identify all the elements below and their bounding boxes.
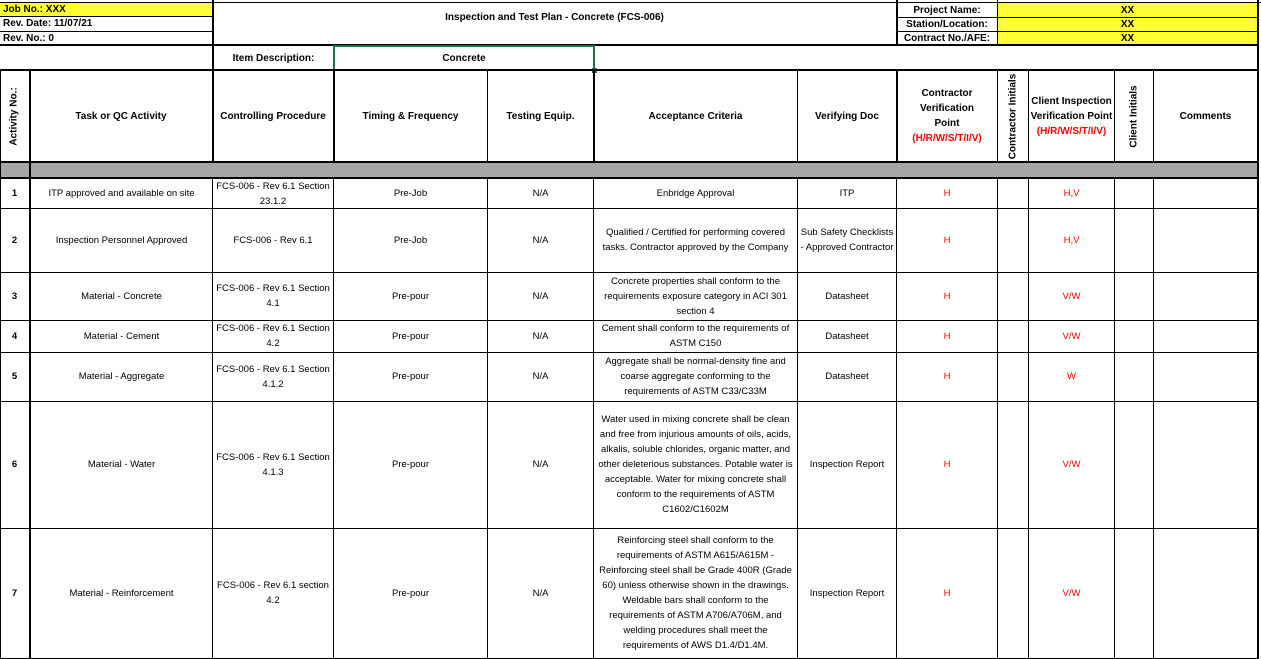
cell-testing-equip: N/A: [532, 188, 549, 199]
col-criteria: Acceptance Criteria: [648, 110, 743, 122]
col-equip: Testing Equip.: [506, 110, 575, 122]
cell-activity-no: 2: [11, 234, 18, 246]
cell-comments[interactable]: [1154, 352, 1257, 401]
cell-comments[interactable]: [1154, 528, 1257, 658]
cell-testing-equip: N/A: [532, 459, 549, 470]
rev-date: Rev. Date: 11/07/21: [3, 18, 93, 29]
cell-client-vp: V/W: [1062, 290, 1081, 302]
col-client-initials-label: Client Initials: [1128, 84, 1140, 148]
cell-client-initials[interactable]: [1115, 528, 1153, 658]
cell-client-vp: H,V: [1063, 188, 1080, 199]
cell-client-vp: V/W: [1062, 587, 1081, 599]
cell-verifying-doc: Sub Safety Checklists - Approved Contractor: [800, 227, 894, 253]
col-activity-no-label: Activity No.:: [9, 86, 20, 146]
col-contractor-vp-codes: (H/R/W/S/T/I/V): [912, 133, 982, 144]
cell-contractor-vp: H: [943, 290, 951, 302]
cell-verifying-doc: Datasheet: [825, 290, 869, 302]
cell-procedure: FCS-006 - Rev 6.1 Section 4.1: [216, 283, 330, 309]
contract-label: Contract No./AFE:: [903, 32, 991, 44]
cell-acceptance-criteria: Aggregate shall be normal-density fine and coarse aggregate conforming to the requirements of ASTM C33/C33M: [605, 356, 786, 397]
document-title: Inspection and Test Plan - Concrete (FCS-006): [445, 11, 664, 23]
cell-client-vp: V/W: [1062, 459, 1081, 470]
cell-task: Inspection Personnel Approved: [55, 234, 188, 246]
col-activity-no: [0, 71, 29, 161]
cell-timing: Pre-pour: [392, 330, 429, 342]
cell-timing: Pre-pour: [392, 290, 429, 302]
cell-contractor-initials[interactable]: [998, 320, 1028, 352]
cell-client-initials[interactable]: [1115, 320, 1153, 352]
col-contractor-vp: [897, 71, 997, 161]
cell-acceptance-criteria: Cement shall conform to the requirements of ASTM C150: [601, 323, 790, 349]
cell-contractor-initials[interactable]: [998, 528, 1028, 658]
col-task: Task or QC Activity: [75, 110, 167, 122]
cell-procedure: FCS-006 - Rev 6.1: [233, 234, 313, 246]
cell-activity-no: 3: [11, 290, 18, 302]
cell-contractor-vp: H: [943, 330, 951, 342]
cell-acceptance-criteria: Qualified / Certified for performing covered tasks. Contractor approved by the Company: [602, 227, 789, 253]
cell-contractor-initials[interactable]: [998, 179, 1028, 208]
cell-activity-no: 7: [11, 587, 18, 599]
col-contractor-initials-label: Contractor Initials: [1007, 73, 1019, 159]
cell-verifying-doc: Datasheet: [825, 371, 869, 382]
cell-acceptance-criteria: Concrete properties shall conform to the requirements exposure category in ACI 301 section 4: [604, 275, 787, 317]
job-no: Job No.: XXX: [3, 4, 66, 15]
cell-acceptance-criteria: Water used in mixing concrete shall be clean and free from injurious amounts of oils, acids, alkalis, soluble chlorides, organic matter, and other deleterious substances. Potable water is acceptable. Water for mixing concrete shall conform to the requirements of ASTM C1602/C1602M: [598, 414, 793, 515]
cell-contractor-initials[interactable]: [998, 272, 1028, 320]
cell-contractor-vp: H: [943, 459, 951, 470]
cell-procedure: FCS-006 - Rev 6.1 Section 23.1.2: [216, 180, 330, 207]
item-description-label: Item Description:: [232, 52, 315, 64]
cell-procedure: FCS-006 - Rev 6.1 Section 4.1.2: [216, 363, 330, 390]
cell-testing-equip: N/A: [532, 234, 549, 246]
col-procedure: Controlling Procedure: [220, 110, 326, 122]
cell-task: Material - Cement: [83, 330, 160, 342]
cell-activity-no: 4: [11, 330, 18, 342]
cell-procedure: FCS-006 - Rev 6.1 section 4.2: [217, 580, 329, 606]
cell-task: Material - Concrete: [81, 290, 162, 302]
cell-activity-no: 6: [11, 459, 18, 470]
col-client-initials: [1115, 71, 1153, 161]
cell-timing: Pre-Job: [393, 234, 428, 246]
cell-client-initials[interactable]: [1115, 208, 1153, 272]
cell-comments[interactable]: [1154, 208, 1257, 272]
cell-contractor-vp: H: [943, 188, 951, 199]
rev-no: Rev. No.: 0: [3, 33, 54, 44]
cell-testing-equip: N/A: [532, 330, 549, 342]
cell-timing: Pre-pour: [392, 459, 429, 470]
cell-contractor-vp: H: [943, 371, 951, 382]
cell-testing-equip: N/A: [532, 290, 549, 302]
cell-client-initials[interactable]: [1115, 401, 1153, 528]
cell-task: ITP approved and available on site: [48, 188, 195, 199]
cell-timing: Pre-pour: [392, 371, 429, 382]
col-timing: Timing & Frequency: [362, 110, 459, 122]
section-band: [0, 163, 1257, 177]
cell-client-vp: V/W: [1062, 330, 1081, 342]
cell-verifying-doc: Datasheet: [825, 330, 869, 342]
item-description-value[interactable]: Concrete: [333, 45, 595, 71]
cell-contractor-vp: H: [943, 587, 951, 599]
cell-task: Material - Water: [87, 459, 156, 470]
cell-comments[interactable]: [1154, 320, 1257, 352]
cell-contractor-initials[interactable]: [998, 352, 1028, 401]
project-name-value[interactable]: XX: [998, 3, 1257, 17]
project-name-label: Project Name:: [913, 4, 981, 16]
cell-client-initials[interactable]: [1115, 272, 1153, 320]
col-doc: Verifying Doc: [815, 110, 879, 122]
cell-acceptance-criteria: Reinforcing steel shall conform to the requirements of ASTM A615/A615M - Reinforcing steel shall be Grade 400R (Grade 60) unless otherwise shown in the drawings. Weldable bars shall conform to the requirements of ASTM A706/A706M, and welding procedures shall meet the requirements of AWS D1.4/D1.4M.: [599, 535, 792, 651]
station-label: Station/Location:: [906, 18, 988, 30]
contract-value[interactable]: XX: [998, 31, 1257, 45]
cell-timing: Pre-Job: [393, 188, 428, 199]
cell-contractor-initials[interactable]: [998, 401, 1028, 528]
station-value[interactable]: XX: [998, 17, 1257, 31]
cell-verifying-doc: Inspection Report: [809, 587, 885, 599]
cell-procedure: FCS-006 - Rev 6.1 Section 4.2: [216, 323, 330, 349]
cell-client-initials[interactable]: [1115, 352, 1153, 401]
cell-verifying-doc: ITP: [839, 188, 855, 199]
cell-comments[interactable]: [1154, 179, 1257, 208]
cell-testing-equip: N/A: [532, 587, 549, 599]
cell-timing: Pre-pour: [392, 587, 429, 599]
cell-activity-no: 5: [11, 371, 18, 382]
col-client-vp: [1029, 71, 1114, 161]
cell-acceptance-criteria: Enbridge Approval: [656, 188, 735, 199]
cell-testing-equip: N/A: [532, 371, 549, 382]
cell-contractor-vp: H: [943, 234, 951, 246]
col-contractor-initials: [998, 71, 1028, 161]
cell-comments[interactable]: [1154, 401, 1257, 528]
cell-contractor-initials[interactable]: [998, 208, 1028, 272]
col-contractor-vp-label: Contractor Verification Point: [920, 88, 974, 129]
cell-activity-no: 1: [11, 188, 18, 199]
cell-client-vp: W: [1067, 371, 1076, 382]
cell-task: Material - Aggregate: [78, 371, 165, 382]
cell-client-vp: H,V: [1063, 234, 1080, 246]
cell-procedure: FCS-006 - Rev 6.1 Section 4.1.3: [216, 451, 330, 478]
col-comments: Comments: [1179, 110, 1232, 122]
cell-client-initials[interactable]: [1115, 179, 1153, 208]
cell-verifying-doc: Inspection Report: [809, 459, 885, 470]
col-client-vp-label: Client Inspection Verification Point: [1030, 95, 1113, 122]
cell-comments[interactable]: [1154, 272, 1257, 320]
col-client-vp-codes: (H/R/W/S/T/I/V): [1036, 125, 1107, 137]
cell-task: Material - Reinforcement: [69, 587, 174, 599]
